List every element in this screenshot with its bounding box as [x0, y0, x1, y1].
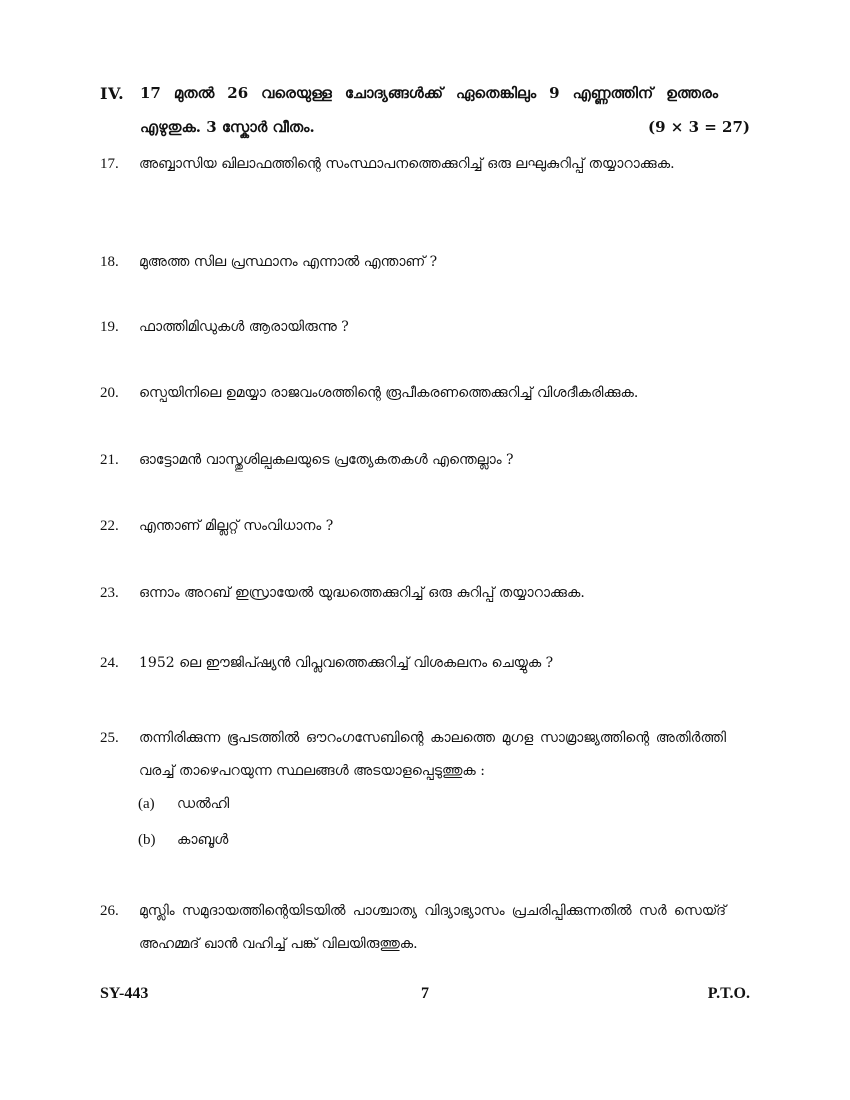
sub-item-text: കാബൂൾ	[177, 832, 229, 848]
question-number: 20.	[100, 385, 119, 401]
question-23	[100, 577, 726, 610]
question-text: ഓട്ടോമൻ വാസ്തുശില്പകലയുടെ പ്രത്യേകതകൾ എന്തെല്ലാം ?	[139, 452, 514, 468]
sub-item-label: (a)	[138, 796, 155, 812]
question-24	[100, 647, 726, 680]
question-22	[100, 510, 726, 543]
question-25	[100, 722, 726, 788]
section-instruction-line1: 17 മുതൽ 26 വരെയുള്ള ചോദ്യങ്ങൾക്ക് ഏതെങ്കിലും 9 എണ്ണത്തിന് ഉത്തരം	[140, 84, 718, 102]
question-number: 26.	[100, 903, 119, 919]
question-text: മുഅത്ത സില പ്രസ്ഥാനം എന്നാൽ എന്താണ് ?	[139, 254, 438, 270]
section-marks: (9 × 3 = 27)	[648, 118, 750, 136]
question-17	[100, 148, 726, 181]
section-number: IV.	[100, 84, 125, 103]
question-20	[100, 377, 726, 410]
sub-item-text: ഡൽഹി	[177, 796, 230, 812]
question-number: 24.	[100, 655, 119, 671]
please-turn-over: P.T.O.	[707, 985, 750, 1002]
question-number: 17.	[100, 156, 119, 172]
question-text: മുസ്ലിം സമുദായത്തിന്റെയിടയിൽ പാശ്ചാത്യ വിദ്യാഭ്യാസം പ്രചരിപ്പിക്കുന്നതിൽ സർ സെയ്ദ് അഹമ്മദ് ഖാൻ വഹിച്ച് പങ്ക് വിലയിരുത്തുക.	[139, 903, 726, 952]
question-26	[100, 895, 726, 961]
question-text: ഒന്നാം അറബ് ഇസ്രായേൽ യുദ്ധത്തെക്കുറിച്ച് ഒരു കുറിപ്പ് തയ്യാറാക്കുക.	[139, 585, 585, 601]
question-number: 19.	[100, 319, 119, 335]
question-number: 23.	[100, 585, 119, 601]
question-text: ഫാത്തിമിഡുകൾ ആരായിരുന്നു ?	[139, 319, 349, 335]
section-instruction-line2: എഴുതുക. 3 സ്കോർ വീതം.	[140, 118, 315, 136]
page-footer	[100, 985, 750, 1005]
question-21	[100, 444, 726, 477]
question-text: തന്നിരിക്കുന്ന ഭൂപടത്തിൽ ഔറംഗസേബിന്റെ കാലത്തെ മുഗള സാമ്രാജ്യത്തിന്റെ അതിർത്തി വരച്ച് താഴെപറയുന്ന സ്ഥലങ്ങൾ അടയാളപ്പെടുത്തുക :	[139, 730, 726, 779]
question-text: അബ്ബാസിയ ഖിലാഫത്തിന്റെ സംസ്ഥാപനത്തെക്കുറിച്ച് ഒരു ലഘുകുറിപ്പ് തയ്യാറാക്കുക.	[139, 156, 675, 172]
question-19	[100, 311, 726, 344]
question-text: സ്പെയിനിലെ ഉമയ്യാ രാജവംശത്തിന്റെ രൂപീകരണത്തെക്കുറിച്ച് വിശദീകരിക്കുക.	[139, 385, 639, 401]
question-text: 1952 ലെ ഈജിപ്ഷ്യൻ വിപ്ലവത്തെക്കുറിച്ച് വിശകലനം ചെയ്യുക ?	[139, 655, 554, 671]
question-text: എന്താണ് മില്ലറ്റ് സംവിധാനം ?	[139, 518, 334, 534]
sub-item-a	[138, 794, 229, 814]
paper-code: SY-443	[100, 985, 149, 1002]
sub-item-b	[138, 830, 228, 850]
page-number: 7	[421, 985, 429, 1002]
question-number: 22.	[100, 518, 119, 534]
question-number: 21.	[100, 452, 119, 468]
question-number: 18.	[100, 254, 119, 270]
question-18	[100, 246, 726, 279]
question-number: 25.	[100, 730, 119, 746]
sub-item-label: (b)	[138, 832, 156, 848]
